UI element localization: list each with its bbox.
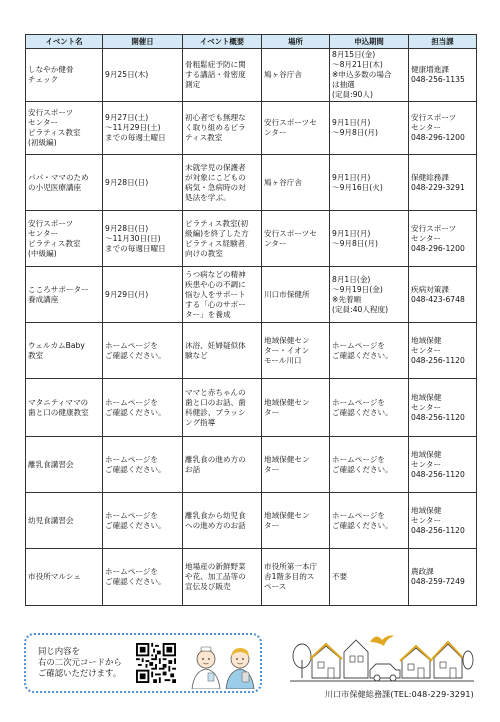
table-row [26,49,477,102]
cell-line: しなやか健骨 [28,65,74,74]
cell-line: ご確認ください。 [105,577,166,586]
table-header-row [26,35,477,49]
table-row [26,493,477,549]
cell-line: 8月15日(金) [332,50,376,59]
cell-line: ター」を養成 [185,309,231,319]
event-location-cell [262,493,330,549]
application-period-cell [330,493,409,549]
cell-line: や花、加工品等の [185,572,246,581]
cell-line: ～9月8日(月) [332,128,378,137]
cell-line: 幼児食講習会 [28,515,74,525]
event-location-cell [262,155,330,211]
cell-line: 048-229-3291 [411,182,465,192]
cell-line: 9月29日(月) [105,289,149,299]
town-houses-illustration-icon [290,630,474,688]
cell-line: 地域保健セン [264,335,310,345]
cell-line: 健康増進課 [411,65,449,74]
cell-line: 048-256-1120 [411,525,465,535]
table-row [26,211,477,267]
event-date-cell [103,267,183,323]
cell-line: の小児医療講座 [28,182,82,192]
cell-line: 9月1日(月) [332,118,371,127]
table-row [26,323,477,379]
cell-line: 048-256-1120 [411,412,465,422]
department-cell [409,267,477,323]
event-summary-cell [183,379,262,437]
event-name-cell [26,493,103,549]
event-date-cell [103,493,183,549]
application-period-cell [330,323,409,379]
event-name-cell [26,323,103,379]
qr-notice-text [38,646,122,679]
event-location-cell [262,323,330,379]
cell-line: までの毎週日曜日 [105,243,166,253]
header-date: 開催日 [103,35,183,49]
cell-line: 地場産の新鮮野菜 [185,562,246,571]
cell-line: 安行スポーツセ [264,118,317,127]
event-summary-cell [183,102,262,155]
cell-line: ピラティス教室(初 [185,218,249,228]
cell-line: 疾患や心の不調に [185,279,246,289]
cell-line: 舎1階多目的ス [264,572,315,581]
cell-line: 離乳食から幼児食 [185,510,246,520]
cell-line: ホームページを [332,340,386,350]
cell-line: センター [411,345,442,355]
cell-line: 048-423-6748 [411,294,465,304]
cell-line: 地域保健 [411,392,442,402]
cell-line: マタニティママの [28,397,89,407]
event-date-cell [103,437,183,493]
cell-line: (定員:40人程度) [332,304,389,314]
cell-line: 048-256-1120 [411,469,465,479]
cell-line: パパ・ママのため [28,172,89,182]
cell-line: ママと赤ちゃんの [185,387,246,397]
cell-line: ～11月30日(日) [105,233,161,243]
department-cell [409,379,477,437]
event-summary-cell [183,49,262,102]
cell-line: 安行スポーツ [411,223,457,233]
header-location: 場所 [262,35,330,49]
event-summary-cell [183,323,262,379]
cell-line: ※申込多数の場合 [332,70,392,79]
cell-line: 市役所第一本庁 [264,562,318,571]
cell-line: ご確認ください。 [105,520,166,530]
cell-line: 安行スポーツセ [264,228,317,238]
department-cell [409,155,477,211]
table-row [26,379,477,437]
event-location-cell [262,549,330,606]
table-row [26,437,477,493]
notice-line: 同じ内容を [38,646,80,656]
application-period-cell [330,549,409,606]
event-name-cell [26,49,103,102]
cell-line: センター [411,123,442,132]
cell-line: 地域保健 [411,335,442,345]
cell-line: 安行スポーツ [28,218,74,228]
cell-line: 沐浴、妊婦疑似体 [185,340,246,350]
cell-line: ご確認ください。 [105,350,166,360]
cell-line: ピラティス教室 [28,238,81,248]
cell-line: ホームページを [332,510,386,520]
cell-line: 農政課 [411,567,434,576]
cell-line: する「心のサポー [185,299,246,309]
event-summary-cell [183,437,262,493]
cell-line: ホームページを [105,340,159,350]
cell-line: ～9月8日(月) [332,238,378,248]
event-name-cell [26,102,103,155]
event-location-cell [262,49,330,102]
cell-line: ティス教室 [185,133,223,142]
cell-line: ※先着順 [332,294,362,304]
department-cell [409,211,477,267]
cell-line: モール川口 [264,355,302,365]
cell-line: 向けの教室 [185,248,223,258]
staff-illustration-icon [186,639,258,689]
cell-line: 9月28日(日) [105,223,149,233]
application-period-cell [330,211,409,267]
table-row [26,549,477,606]
cell-line: ンター [264,238,287,248]
event-summary-cell [183,211,262,267]
cell-line: 歯と口のお話、歯 [185,397,246,407]
cell-line: 048-256-1135 [411,75,465,84]
cell-line: 048-256-1120 [411,355,465,365]
cell-line: ホームページを [105,397,159,407]
cell-line: 048-259-7249 [411,577,465,586]
application-period-cell [330,49,409,102]
cell-line: 048-296-1200 [411,133,465,142]
cell-line: 測定 [185,80,201,89]
department-cell [409,549,477,606]
qr-notice-box [24,633,262,693]
cell-line: こころサポーター [28,284,89,294]
cell-line: 不要 [332,572,348,581]
cell-line: 地域保健セン [264,510,310,520]
cell-line: ～11月29日(土) [105,123,161,132]
department-cell [409,49,477,102]
department-cell [409,437,477,493]
table-body [26,49,477,606]
event-summary-cell [183,549,262,606]
cell-line: ご確認ください。 [105,464,166,474]
cell-line: (初級編) [28,138,57,147]
event-name-cell [26,437,103,493]
cell-line: 骨粗鬆症予防に関 [185,60,246,69]
cell-line: く取り組めるピラ [185,123,246,132]
cell-line: センター [28,118,59,127]
cell-line: 保健総務課 [411,172,449,182]
event-location-cell [262,102,330,155]
event-summary-cell [183,493,262,549]
cell-line: ング指導 [185,417,216,427]
cell-line: ピラティス教室 [28,128,81,137]
cell-line: ホームページを [332,397,386,407]
cell-line: ～9月19日(金) [332,284,383,294]
cell-line: 病気・急病時の対 [185,182,246,192]
event-date-cell [103,211,183,267]
application-period-cell [330,102,409,155]
cell-line: 歯と口の健康教室 [28,407,89,417]
cell-line: センター [411,402,442,412]
cell-line: 048-296-1200 [411,243,465,253]
cell-line: 宣伝及び販売 [185,582,231,591]
header-application-period: 申込期間 [330,35,409,49]
cell-line: 処法を学ぶ。 [185,192,231,202]
cell-line: 9月1日(月) [332,172,371,182]
cell-line: ター [264,464,280,474]
department-cell [409,323,477,379]
cell-line: センター [411,515,442,525]
cell-line: うつ病などの精神 [185,269,246,279]
application-period-cell [330,267,409,323]
cell-line: 地域保健 [411,505,442,515]
cell-line: センター [28,228,59,238]
cell-line: 市役所マルシェ [28,572,81,581]
cell-line: ご確認ください。 [332,350,393,360]
cell-line: 8月1日(金) [332,274,371,284]
cell-line: チェック [28,75,59,84]
cell-line: ウェルカムBaby [28,340,85,350]
cell-line: 疾病対策課 [411,284,449,294]
cell-line: 安行スポーツ [411,113,457,122]
cell-line: ピラティス経験者 [185,238,246,248]
cell-line: までの毎週土曜日 [105,133,166,142]
cell-line: ホームページを [332,454,386,464]
cell-line: ご確認ください。 [332,464,393,474]
event-location-cell [262,379,330,437]
cell-line: 未就学児の保護者 [185,162,246,172]
cell-line: ペース [264,582,287,591]
application-period-cell [330,155,409,211]
application-period-cell [330,379,409,437]
notice-line: ご確認いただけます。 [38,668,122,678]
cell-line: ご確認ください。 [332,407,393,417]
cell-line: 地域保健 [411,449,442,459]
cell-line: 悩む人をサポート [185,289,246,299]
event-date-cell [103,323,183,379]
cell-line: 初心者でも無理な [185,113,246,122]
cell-line: 地域保健セン [264,454,310,464]
cell-line: ご確認ください。 [332,520,393,530]
event-name-cell [26,267,103,323]
cell-line: 9月28日(日) [105,177,149,187]
cell-line: 養成講座 [28,294,59,304]
event-date-cell [103,549,183,606]
event-summary-cell [183,267,262,323]
notice-line: 右の二次元コードから [38,657,122,667]
event-location-cell [262,437,330,493]
cell-line: 級編)を終了した方 [185,228,249,238]
table-row [26,155,477,211]
event-date-cell [103,379,183,437]
event-location-cell [262,267,330,323]
event-date-cell [103,49,183,102]
cell-line: が対象にこどもの [185,172,246,182]
event-date-cell [103,102,183,155]
event-name-cell [26,211,103,267]
event-location-cell [262,211,330,267]
cell-line: (定員:90人) [332,90,373,99]
header-summary: イベント概要 [183,35,262,49]
cell-line: 離乳食の進め方の [185,454,246,464]
footer-department-contact: 川口市保健総務課(TEL:048-229-3291) [324,690,474,699]
cell-line: ター [264,520,280,530]
cell-line: する講話・骨密度 [185,70,246,79]
events-table [25,34,477,606]
event-summary-cell [183,155,262,211]
cell-line: 安行スポーツ [28,108,74,117]
event-name-cell [26,155,103,211]
cell-line: センター [411,233,442,243]
cell-line: への進め方のお話 [185,520,246,530]
qr-code-icon[interactable] [136,643,176,683]
cell-line: ンター [264,128,287,137]
cell-line: ホームページを [105,510,159,520]
cell-line: 鳩ヶ谷庁舎 [264,70,302,79]
table-row [26,102,477,155]
cell-line: 9月27日(土) [105,113,149,122]
header-event-name: イベント名 [26,35,103,49]
bird-icon [370,636,394,647]
department-cell [409,102,477,155]
cell-line: 9月1日(月) [332,228,371,238]
event-name-cell [26,379,103,437]
cell-line: 教室 [28,350,44,360]
application-period-cell [330,437,409,493]
event-name-cell [26,549,103,606]
cell-line: (中級編) [28,248,57,258]
event-date-cell [103,155,183,211]
cell-line: ホームページを [105,567,159,576]
header-department: 担当課 [409,35,477,49]
cell-line: お話 [185,464,201,474]
cell-line: 川口市保健所 [264,289,310,299]
cell-line: 鳩ヶ谷庁舎 [264,177,302,187]
cell-line: ご確認ください。 [105,407,166,417]
department-cell [409,493,477,549]
cell-line: ホームページを [105,454,159,464]
cell-line: 験など [185,350,208,360]
cell-line: ～9月16日(火) [332,182,383,192]
cell-line: 9月25日(木) [105,70,149,79]
cell-line: は抽選 [332,80,355,89]
cell-line: 科健診、ブラッシ [185,407,246,417]
cell-line: センター [411,459,442,469]
cell-line: 地域保健セン [264,397,310,407]
cell-line: 離乳食講習会 [28,459,74,469]
cell-line: ター・イオン [264,345,310,355]
table-row [26,267,477,323]
cell-line: ～8月21日(木) [332,60,383,69]
cell-line: ター [264,407,280,417]
